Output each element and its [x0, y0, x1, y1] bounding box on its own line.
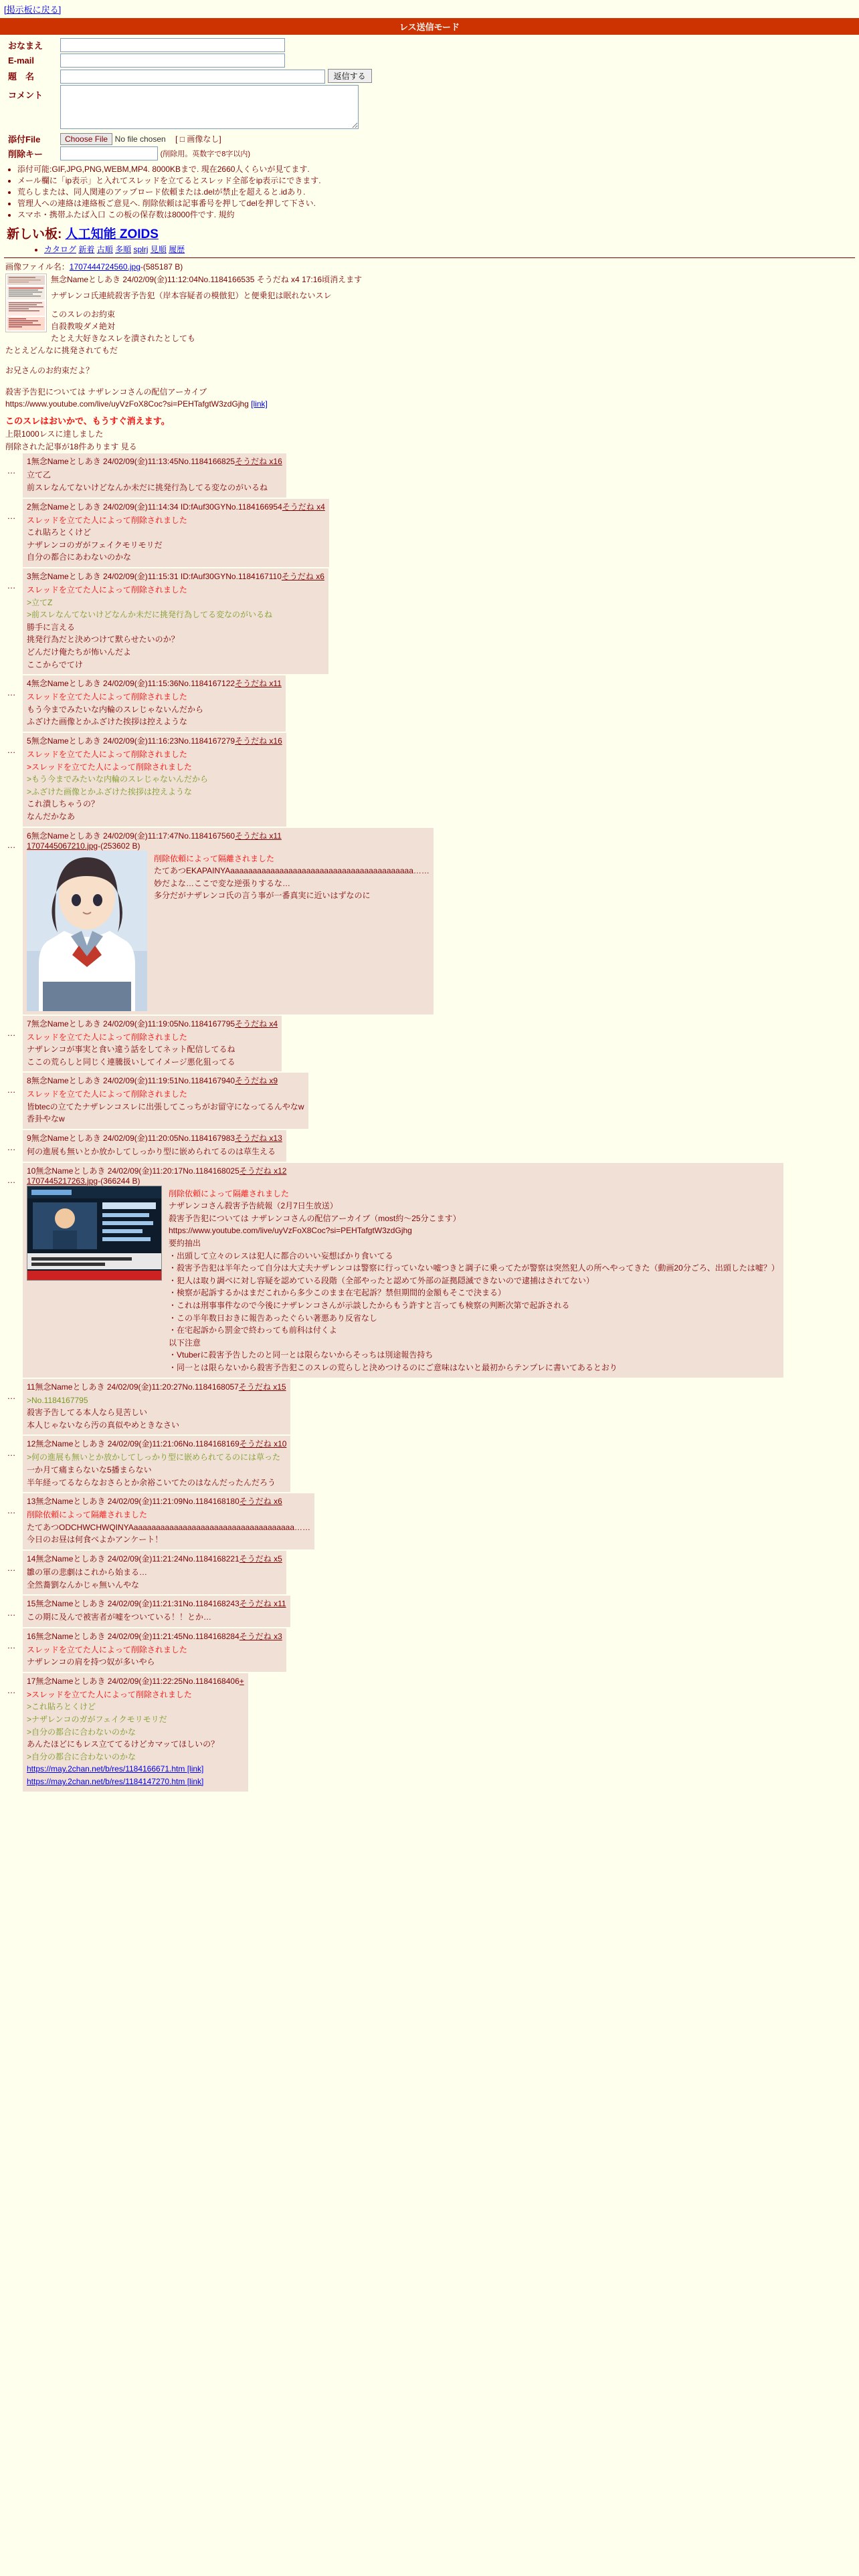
reply-number: 6	[27, 831, 31, 841]
reply-content	[27, 1186, 779, 1374]
choose-file-button[interactable]: Choose File	[60, 133, 112, 145]
reply-line: 削除依頼によって隔離されました	[27, 1510, 148, 1520]
new-thread-heading	[7, 224, 859, 242]
reply-head-text: 無念Nameとしあき 24/02/09(金)11:20:05No.1184167983	[31, 1134, 235, 1144]
op-archive-line: 殺害予告犯については ナザレンコさんの配信アーカイブ	[5, 387, 207, 397]
reply-post	[0, 1016, 859, 1072]
reply-head	[27, 1165, 779, 1176]
reply-text	[27, 691, 282, 728]
reply-line: >自分の都合に合わないのかな	[27, 1751, 136, 1761]
reply-head	[27, 1075, 304, 1086]
reply-text	[27, 1394, 286, 1432]
reply-line: >ふざけた画像とかふざけた挨拶は控えような	[27, 786, 193, 796]
sodane-button[interactable]: そうだね x6	[281, 572, 324, 581]
reply-marker: …	[7, 1505, 16, 1516]
reply-marker: …	[7, 465, 16, 476]
reply-number: 17	[27, 1676, 36, 1686]
reply-line: >立てZ	[27, 597, 53, 607]
reply-post	[0, 1596, 859, 1627]
reply-line: 全然蕎劉なんかじゃ無いんやな	[27, 1580, 140, 1590]
reply-post	[0, 828, 859, 1014]
reply-post	[0, 1551, 859, 1594]
reply-body-container	[23, 828, 434, 1014]
reply-text	[27, 469, 282, 494]
sodane-button[interactable]: そうだね x6	[239, 1497, 282, 1507]
op-line: 自殺教唆ダメ絶対	[51, 322, 116, 332]
reply-head	[27, 1495, 310, 1507]
reply-filename-link[interactable]: 1707445217263.jpg	[27, 1176, 98, 1186]
reply-line: 何の進展も無いとか放かしてしっかり型に嵌められてるのは草生える	[27, 1147, 276, 1157]
reply-line: 雛の軍の悲劇はこれから始まる…	[27, 1567, 148, 1577]
reply-marker: …	[7, 839, 16, 850]
catalog-nav	[17, 243, 859, 255]
reply-post	[0, 568, 859, 674]
reply-line: ナザレンコさん殺害予告続報（2月7日生放送）	[169, 1201, 338, 1211]
deleted-posts-note[interactable]: 削除された記事が18件あります 見る	[5, 442, 137, 452]
reply-line: ・犯人は取り調べに対し容疑を認めている段階（全部やったと認めて外部の証拠隠滅できないので逮捕はされてない）	[169, 1275, 595, 1285]
reply-text	[27, 1689, 244, 1788]
reply-line: この期に及んで被害者が嘘をついている！！とか…	[27, 1612, 212, 1622]
reply-line: ここの荒らしと同じく連騰扱いしてイメージ悪化狙ってる	[27, 1057, 235, 1067]
reply-line: ・Vtuberに殺害予告したのと同一とは限らないからそっちは別途報告持ち	[169, 1350, 434, 1360]
reply-line: 殺害予告してる本人なら見苦しい	[27, 1408, 148, 1418]
reply-body-container	[23, 1551, 286, 1594]
reply-post	[0, 1130, 859, 1162]
reply-line: スレッドを立てた人によって削除されました	[27, 515, 187, 525]
sodane-button[interactable]: そうだね x11	[239, 1599, 286, 1609]
reply-marker: …	[7, 1142, 16, 1153]
reply-body-container	[23, 1596, 290, 1627]
reply-post	[0, 1436, 859, 1492]
catalog-link-new[interactable]: 新着	[78, 245, 95, 255]
op-archive-link[interactable]: [link]	[251, 399, 268, 409]
reply-line: ナザレンコのガがフェイクモリモリだ	[27, 540, 163, 550]
reply-line: 立て乙	[27, 470, 52, 480]
reply-filename-link[interactable]: 1707445067210.jpg	[27, 841, 98, 851]
reply-line: 削除依頼によって隔離されました	[169, 1188, 290, 1198]
reply-content	[27, 1031, 278, 1069]
reply-body-container	[23, 1016, 282, 1072]
reply-body-container	[23, 453, 286, 497]
reply-line: ふざけた画像とかふざけた挨拶は控えような	[27, 717, 188, 727]
reply-line: https://www.youtube.com/live/uyVzFoX8Coc?si=PEHTafgtW3zdGjhg	[169, 1226, 412, 1236]
reply-line: ・在宅起訴から罰金で終わっても前科は付くよ	[169, 1325, 337, 1335]
reply-head-text: 無念Nameとしあき 24/02/09(金)11:21:45No.1184168284	[35, 1631, 240, 1641]
reply-line: あんたほどにもレス立ててるけどカマッてほしいの？	[27, 1739, 219, 1749]
submit-button[interactable]: 返信する	[328, 69, 372, 83]
reply-line: ・同一とは限らないから殺害予告犯このスレの荒らしと決めつけるのにご意味はないと最初からテンプレに書いてあるとおり	[169, 1362, 617, 1372]
reply-filesize: -(366244 B)	[98, 1176, 140, 1186]
reply-body-container	[23, 1073, 308, 1129]
reply-head-text: 無念Nameとしあき 24/02/09(金)11:14:34 ID:fAuf30GYNo.1184166954	[31, 502, 282, 512]
reply-text	[154, 853, 430, 1011]
reply-line: 半年経ってるならなおさらとか余裕こいてたのはなんだったんだろう	[27, 1477, 276, 1487]
op-post	[0, 274, 859, 410]
reply-body-container	[23, 1673, 248, 1792]
reply-head-text: 無念Nameとしあき 24/02/09(金)11:20:27No.1184168057	[35, 1382, 239, 1392]
reply-content	[27, 1088, 304, 1125]
reply-line: ナザレンコが事実と食い違う話をしてネット配信してるね	[27, 1045, 235, 1055]
op-head: 無念Nameとしあき 24/02/09(金)11:12:04No.1184166535 そうだね x4 17:16頃消えます	[51, 275, 363, 285]
reply-line: スレッドを立てた人によって削除されました	[27, 1089, 187, 1099]
reply-line: 今日のお昼は何食べよかアンケート！	[27, 1535, 163, 1545]
reply-body-container	[23, 1493, 314, 1549]
reply-content	[27, 1509, 310, 1546]
sodane-button[interactable]: そうだね x4	[235, 1018, 278, 1029]
reply-text	[27, 1146, 282, 1158]
reply-text	[27, 1509, 310, 1546]
reply-marker: …	[7, 1608, 16, 1618]
reply-text	[27, 1451, 286, 1489]
reply-head	[27, 677, 282, 689]
catalog-link-many[interactable]: 多順	[115, 245, 132, 255]
reply-line: 香卦やなw	[27, 1114, 65, 1124]
op-archive-url: https://www.youtube.com/live/uyVzFoX8Coc?si=PEHTafgtW3zdGjhg	[5, 399, 249, 409]
reply-head	[27, 1132, 282, 1144]
reply-body-container	[23, 499, 329, 567]
sodane-button[interactable]: そうだね x10	[239, 1439, 287, 1449]
reply-head	[27, 455, 282, 467]
reply-line: 要約抽出	[169, 1239, 201, 1249]
op-title: ナザレンコ氏連続殺害予告犯（岸本容疑者の模倣犯）と便乗犯は眠れないスレ	[51, 291, 332, 301]
reply-line: スレッドを立てた人によって削除されました	[27, 749, 187, 759]
sodane-button[interactable]: そうだね x11	[235, 679, 282, 689]
reply-body-container	[23, 1130, 286, 1162]
subject-input[interactable]	[60, 70, 325, 84]
sodane-button[interactable]: そうだね x16	[235, 457, 282, 467]
op-thumbnail[interactable]	[5, 274, 45, 332]
reply-head	[27, 570, 324, 582]
reply-head-text: 無念Nameとしあき 24/02/09(金)11:16:23No.1184167279	[31, 736, 235, 746]
reply-number: 9	[27, 1134, 31, 1144]
reply-marker: …	[7, 1174, 16, 1185]
reply-line: スレッドを立てた人によって削除されました	[27, 1644, 187, 1654]
reply-text	[27, 584, 324, 671]
catalog-link-old[interactable]: 古順	[96, 245, 113, 255]
reply-content	[27, 1146, 282, 1158]
reply-post	[0, 1379, 859, 1435]
rule-item: • メール欄に「ip表示」と入れてスレッドを立てるとスレッド全部をip表示にできます.	[17, 175, 859, 186]
reply-head	[27, 1438, 286, 1449]
reply-marker: …	[7, 1562, 16, 1573]
reply-marker: …	[7, 510, 16, 521]
reply-number: 11	[27, 1382, 35, 1392]
reply-content	[27, 748, 282, 823]
sodane-button[interactable]: そうだね x15	[238, 1382, 286, 1392]
reply-number: 5	[27, 736, 31, 746]
reply-text	[27, 514, 325, 564]
reply-line: >前スレなんてないけどなんか未だに挑発行為してる変なのがいるね	[27, 610, 273, 620]
rule-item: • 荒らしまたは、同人関連のアップロード依頼または.delが禁止を超えると.idあり.	[17, 187, 859, 197]
reply-head	[27, 1381, 286, 1392]
op-filename-row	[5, 261, 859, 272]
reply-head	[27, 1598, 286, 1609]
reply-number: 7	[27, 1018, 31, 1029]
reply-marker: …	[7, 1685, 16, 1695]
reply-head-text: 無念Nameとしあき 24/02/09(金)11:22:25No.1184168406	[35, 1676, 240, 1686]
reply-head-text: 無念Nameとしあき 24/02/09(金)11:19:51No.1184167940	[31, 1076, 235, 1086]
reply-head	[27, 501, 325, 512]
reply-marker: …	[7, 1390, 16, 1401]
op-line: たとえどんなに挑発されてもだ	[5, 346, 118, 356]
reply-line: 本人じゃないなら汚の真似やめときなさい	[27, 1420, 180, 1430]
post-form-table	[5, 37, 375, 161]
reply-text	[169, 1188, 779, 1374]
op-line: お兄さんのお約束だよ？	[5, 366, 94, 376]
rule-item: • 添付可能:GIF,JPG,PNG,WEBM,MP4. 8000KBまで. 現在2660人くらいが見てます.	[17, 164, 859, 175]
reply-post	[0, 499, 859, 567]
reply-content	[27, 1451, 286, 1489]
reply-marker: …	[7, 1027, 16, 1038]
email-input[interactable]	[60, 53, 285, 68]
catalog-link-view[interactable]: 見順	[150, 245, 167, 255]
reply-body-container	[23, 675, 286, 732]
delete-key-input[interactable]	[60, 146, 158, 160]
reply-line: ・出頭して立々のレスは犯人に都合のいい妄想ばかり食いてる	[169, 1251, 393, 1261]
reply-head	[27, 830, 430, 841]
reply-body-container	[23, 1436, 290, 1492]
new-thread-link[interactable]: 人工知能 ZOIDS	[65, 227, 159, 242]
reply-marker: …	[7, 580, 16, 591]
reply-line: 多分だがナザレンコ氏の言う事が一番真実に近いはずなのに	[154, 891, 371, 901]
catalog-link-catalog[interactable]: カタログ	[44, 245, 77, 255]
file-label: 添付File	[8, 134, 41, 144]
reply-text	[27, 1088, 304, 1125]
reply-line: ・この半年数日おきに報告あったぐらい著悪あり反省なし	[169, 1313, 377, 1323]
op-filesize: -(585187 B)	[140, 262, 183, 272]
reply-head-text: 無念Nameとしあき 24/02/09(金)11:20:17No.1184168025	[35, 1166, 240, 1176]
sodane-button[interactable]: そうだね x12	[239, 1166, 287, 1176]
reply-list	[0, 453, 859, 1791]
sodane-button[interactable]: そうだね x5	[239, 1553, 282, 1564]
reply-line: 以下注意	[169, 1337, 201, 1348]
reply-line: これ貼ろとくけど	[27, 528, 92, 538]
reply-thumbnail[interactable]	[27, 851, 147, 1011]
reply-body-container	[23, 1379, 290, 1435]
reply-line: ナザレンコの肩を持つ奴が多いやら	[27, 1657, 155, 1667]
reply-mode-bar: レス送信モード	[0, 18, 859, 35]
reply-filename-row	[27, 1176, 779, 1186]
reply-line: >スレッドを立てた人によって削除されました	[27, 762, 192, 772]
reply-head-text: 無念Nameとしあき 24/02/09(金)11:21:09No.1184168180	[35, 1497, 240, 1507]
back-to-board-link-wrap	[0, 0, 859, 18]
rule-item: • 管理人への連絡は連絡板ご意見へ. 削除依頼は記事番号を押してdelを押して下さい.	[17, 198, 859, 209]
reply-thumbnail-image[interactable]	[27, 1186, 162, 1281]
reply-line: 皆btecの立てたナザレンコスレに出張してこっちがお留守になってるんやなw	[27, 1101, 304, 1111]
reply-marker: …	[7, 1448, 16, 1459]
reply-body-container	[23, 1163, 783, 1378]
reply-number: 3	[27, 572, 31, 581]
reply-content	[27, 851, 430, 1011]
reply-line: これ潰しちゃうの？	[27, 799, 100, 809]
no-image-checkbox-label[interactable]: [ □ 画像なし]	[175, 134, 221, 144]
reply-head-text: 無念Nameとしあき 24/02/09(金)11:21:06No.1184168169	[35, 1439, 240, 1449]
reply-content	[27, 469, 282, 494]
reply-head	[27, 1553, 282, 1564]
reply-line: 自分の都合にあわないのかな	[27, 552, 132, 562]
reply-content	[27, 584, 324, 671]
sodane-button[interactable]: そうだね x11	[235, 831, 282, 841]
catalog-link-history[interactable]: 履歴	[169, 245, 185, 255]
reply-line: 前スレなんてないけどなんか未だに挑発行為してる変なのがいるね	[27, 483, 268, 493]
reply-line: ・検察が起訴するかはまだこれから多少このまま在宅起訴？禁但期間的金額もそこで決まる）	[169, 1288, 506, 1298]
reply-post	[0, 675, 859, 732]
name-input[interactable]	[60, 38, 285, 52]
reply-line: 削除依頼によって隔離されました	[154, 853, 275, 863]
reply-post	[0, 1073, 859, 1129]
reply-text	[27, 1644, 282, 1669]
email-label: E-mail	[8, 56, 35, 66]
reply-line: スレッドを立てた人によって削除されました	[27, 692, 187, 702]
reply-body-container	[23, 568, 328, 674]
comment-textarea[interactable]	[60, 85, 359, 129]
sodane-button[interactable]: そうだね x4	[282, 502, 325, 512]
reply-head-text: 無念Nameとしあき 24/02/09(金)11:17:47No.1184167560	[31, 831, 235, 841]
reply-text	[27, 1566, 282, 1591]
reply-content	[27, 1394, 286, 1432]
reply-line: 殺害予告犯については ナザレンコさんの配信アーカイブ（most約～25分こます）	[169, 1213, 461, 1223]
reply-line: >自分の都合に合わないのかな	[27, 1727, 136, 1737]
reply-content	[27, 691, 282, 728]
reply-number: 2	[27, 502, 31, 512]
reply-line: どんだけ俺たちが怖いんだよ	[27, 647, 132, 657]
reply-filename-row	[27, 841, 430, 851]
reply-line: >No.1184167795	[27, 1395, 88, 1405]
sodane-button[interactable]: そうだね x3	[239, 1631, 282, 1641]
reply-number: 12	[27, 1439, 36, 1449]
op-thumbnail-image[interactable]	[5, 274, 47, 332]
reply-line: 一か月て痛まらないな5播まらない	[27, 1465, 152, 1475]
reply-line: スレッドを立てた人によって削除されました	[27, 1032, 187, 1042]
rules-list	[0, 164, 859, 221]
reply-number: 14	[27, 1553, 36, 1564]
reply-number: 1	[27, 457, 31, 467]
reply-marker: …	[7, 1085, 16, 1095]
reply-line: >何の進展も無いとか放かしてしっかり型に嵌められてるのには草った	[27, 1453, 281, 1463]
reply-number: 16	[27, 1631, 36, 1641]
rule-item: • スマホ・携帯ふたば入口 この板の保存数は8000件です. 規約	[17, 209, 859, 220]
reply-line: ・殺害予告犯は半年たって自分は大丈夫ナザレンコは警察に行っていない嘘つきと調子に乗ってたが警察は突然犯人の所へやってきた（動画20分ごろ、出頭したは嘘？）	[169, 1263, 779, 1273]
reply-line: 挑発行為だと決めつけて默らせたいのか？	[27, 635, 179, 645]
file-status-text: No file chosen	[114, 134, 166, 144]
reply-head	[27, 1630, 282, 1642]
thread-limit-note: 上限1000レスに達しました	[5, 429, 104, 439]
reply-head-text: 無念Nameとしあき 24/02/09(金)11:13:45No.1184166825	[31, 457, 235, 467]
reply-line: ・これは刑事事件なので今後にナザレンコさんが示談したからもう許すと言っても検察の判断次第で起訴される	[169, 1301, 570, 1310]
reply-post	[0, 1163, 859, 1378]
reply-post	[0, 1673, 859, 1792]
reply-line: 勝手に言える	[27, 622, 76, 632]
reply-content	[27, 1689, 244, 1788]
name-label: おなまえ	[8, 41, 43, 51]
reply-post	[0, 1493, 859, 1549]
reply-marker: …	[7, 1640, 16, 1650]
sodane-button[interactable]: そうだね x16	[235, 736, 282, 746]
op-filename-link[interactable]: 1707444724560.jpg	[69, 262, 140, 272]
sodane-button[interactable]: +	[239, 1676, 244, 1686]
reply-content	[27, 1566, 282, 1591]
catalog-nav-items	[44, 243, 859, 255]
reply-number: 8	[27, 1076, 31, 1086]
reply-content	[27, 514, 325, 564]
reply-marker: …	[7, 744, 16, 755]
op-line: たとえ大好きなスレを潰されたとしても	[51, 334, 196, 344]
reply-marker: …	[7, 687, 16, 698]
reply-head	[27, 1675, 244, 1687]
reply-line: >スレッドを立てた人によって削除されました	[27, 1689, 192, 1699]
reply-line: 妙だよな…ここで変な逆張りするな…	[154, 878, 291, 888]
reply-thumbnail-image[interactable]	[27, 851, 147, 1011]
reply-line: なんだかなあ	[27, 811, 76, 821]
post-form	[0, 35, 859, 163]
reply-body-container	[23, 1628, 286, 1672]
sodane-button[interactable]: そうだね x9	[235, 1076, 278, 1086]
reply-post	[0, 453, 859, 497]
reply-text	[27, 1031, 278, 1069]
thread-expire-warning: このスレはおいかで、もうすぐ消えます。	[5, 416, 170, 427]
reply-content	[27, 1611, 286, 1624]
reply-line: ここからでてけ	[27, 659, 83, 669]
reply-text	[27, 1611, 286, 1624]
reply-head-text: 無念Nameとしあき 24/02/09(金)11:19:05No.1184167795	[31, 1018, 235, 1029]
reply-head-text: 無念Nameとしあき 24/02/09(金)11:15:31 ID:fAuf30GYNo.1184167110	[31, 572, 282, 581]
reply-line: たてあつEKAPAINYAaaaaaaaaaaaaaaaaaaaaaaaaaaaaaaaaaaaaaaaaa……	[154, 866, 430, 876]
reply-line: >ナザレンコのガがフェイクモリモリだ	[27, 1715, 167, 1725]
reply-head-text: 無念Nameとしあき 24/02/09(金)11:21:31No.1184168243	[35, 1599, 240, 1609]
reply-thumbnail[interactable]	[27, 1186, 162, 1374]
reply-post	[0, 733, 859, 827]
reply-line: たてあつODCHWCHWQINYAaaaaaaaaaaaaaaaaaaaaaaaaaaaaaaaaaaaa……	[27, 1522, 311, 1532]
reply-line: >もう今までみたいな内輪のスレじゃないんだから	[27, 774, 209, 784]
back-to-board-link[interactable]: [掲示板に戻る]	[4, 5, 62, 15]
reply-head-text: 無念Nameとしあき 24/02/09(金)11:21:24No.1184168221	[35, 1553, 240, 1564]
reply-number: 13	[27, 1497, 36, 1507]
catalog-link-splrj[interactable]: splrj	[133, 245, 149, 255]
reply-line: もう今までみたいな内輪のスレじゃないんだから	[27, 704, 204, 714]
op-body	[5, 274, 854, 410]
op-line: このスレのお約束	[51, 310, 116, 320]
subject-label: 題 名	[8, 72, 35, 82]
reply-text	[27, 748, 282, 823]
reply-filesize: -(253602 B)	[98, 841, 140, 851]
delete-key-note: (削除用。英数字で8字以内)	[160, 150, 251, 158]
divider	[4, 257, 855, 258]
comment-label: コメント	[8, 90, 43, 100]
sodane-button[interactable]: そうだね x13	[235, 1134, 282, 1144]
reply-number: 10	[27, 1166, 36, 1176]
reply-number: 15	[27, 1599, 36, 1609]
op-archive-url-row	[5, 398, 854, 410]
reply-line: >これ貼ろとくけど	[27, 1702, 96, 1712]
reply-body-container	[23, 733, 286, 827]
new-thread-prefix: 新しい板:	[7, 227, 66, 242]
delete-key-label: 削除キー	[8, 148, 43, 159]
reply-content	[27, 1644, 282, 1669]
op-filename-prefix: 画像ファイル名：	[5, 262, 70, 272]
reply-external-link[interactable]: https://may.2chan.net/b/res/1184166671.htm [link]	[27, 1764, 204, 1774]
reply-number: 4	[27, 679, 31, 689]
reply-head	[27, 1018, 278, 1029]
reply-line: スレッドを立てた人によって削除されました	[27, 585, 187, 595]
reply-post	[0, 1628, 859, 1672]
reply-head-text: 無念Nameとしあき 24/02/09(金)11:15:36No.1184167122	[31, 679, 235, 689]
reply-head	[27, 735, 282, 746]
reply-external-link[interactable]: https://may.2chan.net/b/res/1184147270.htm [link]	[27, 1777, 204, 1787]
